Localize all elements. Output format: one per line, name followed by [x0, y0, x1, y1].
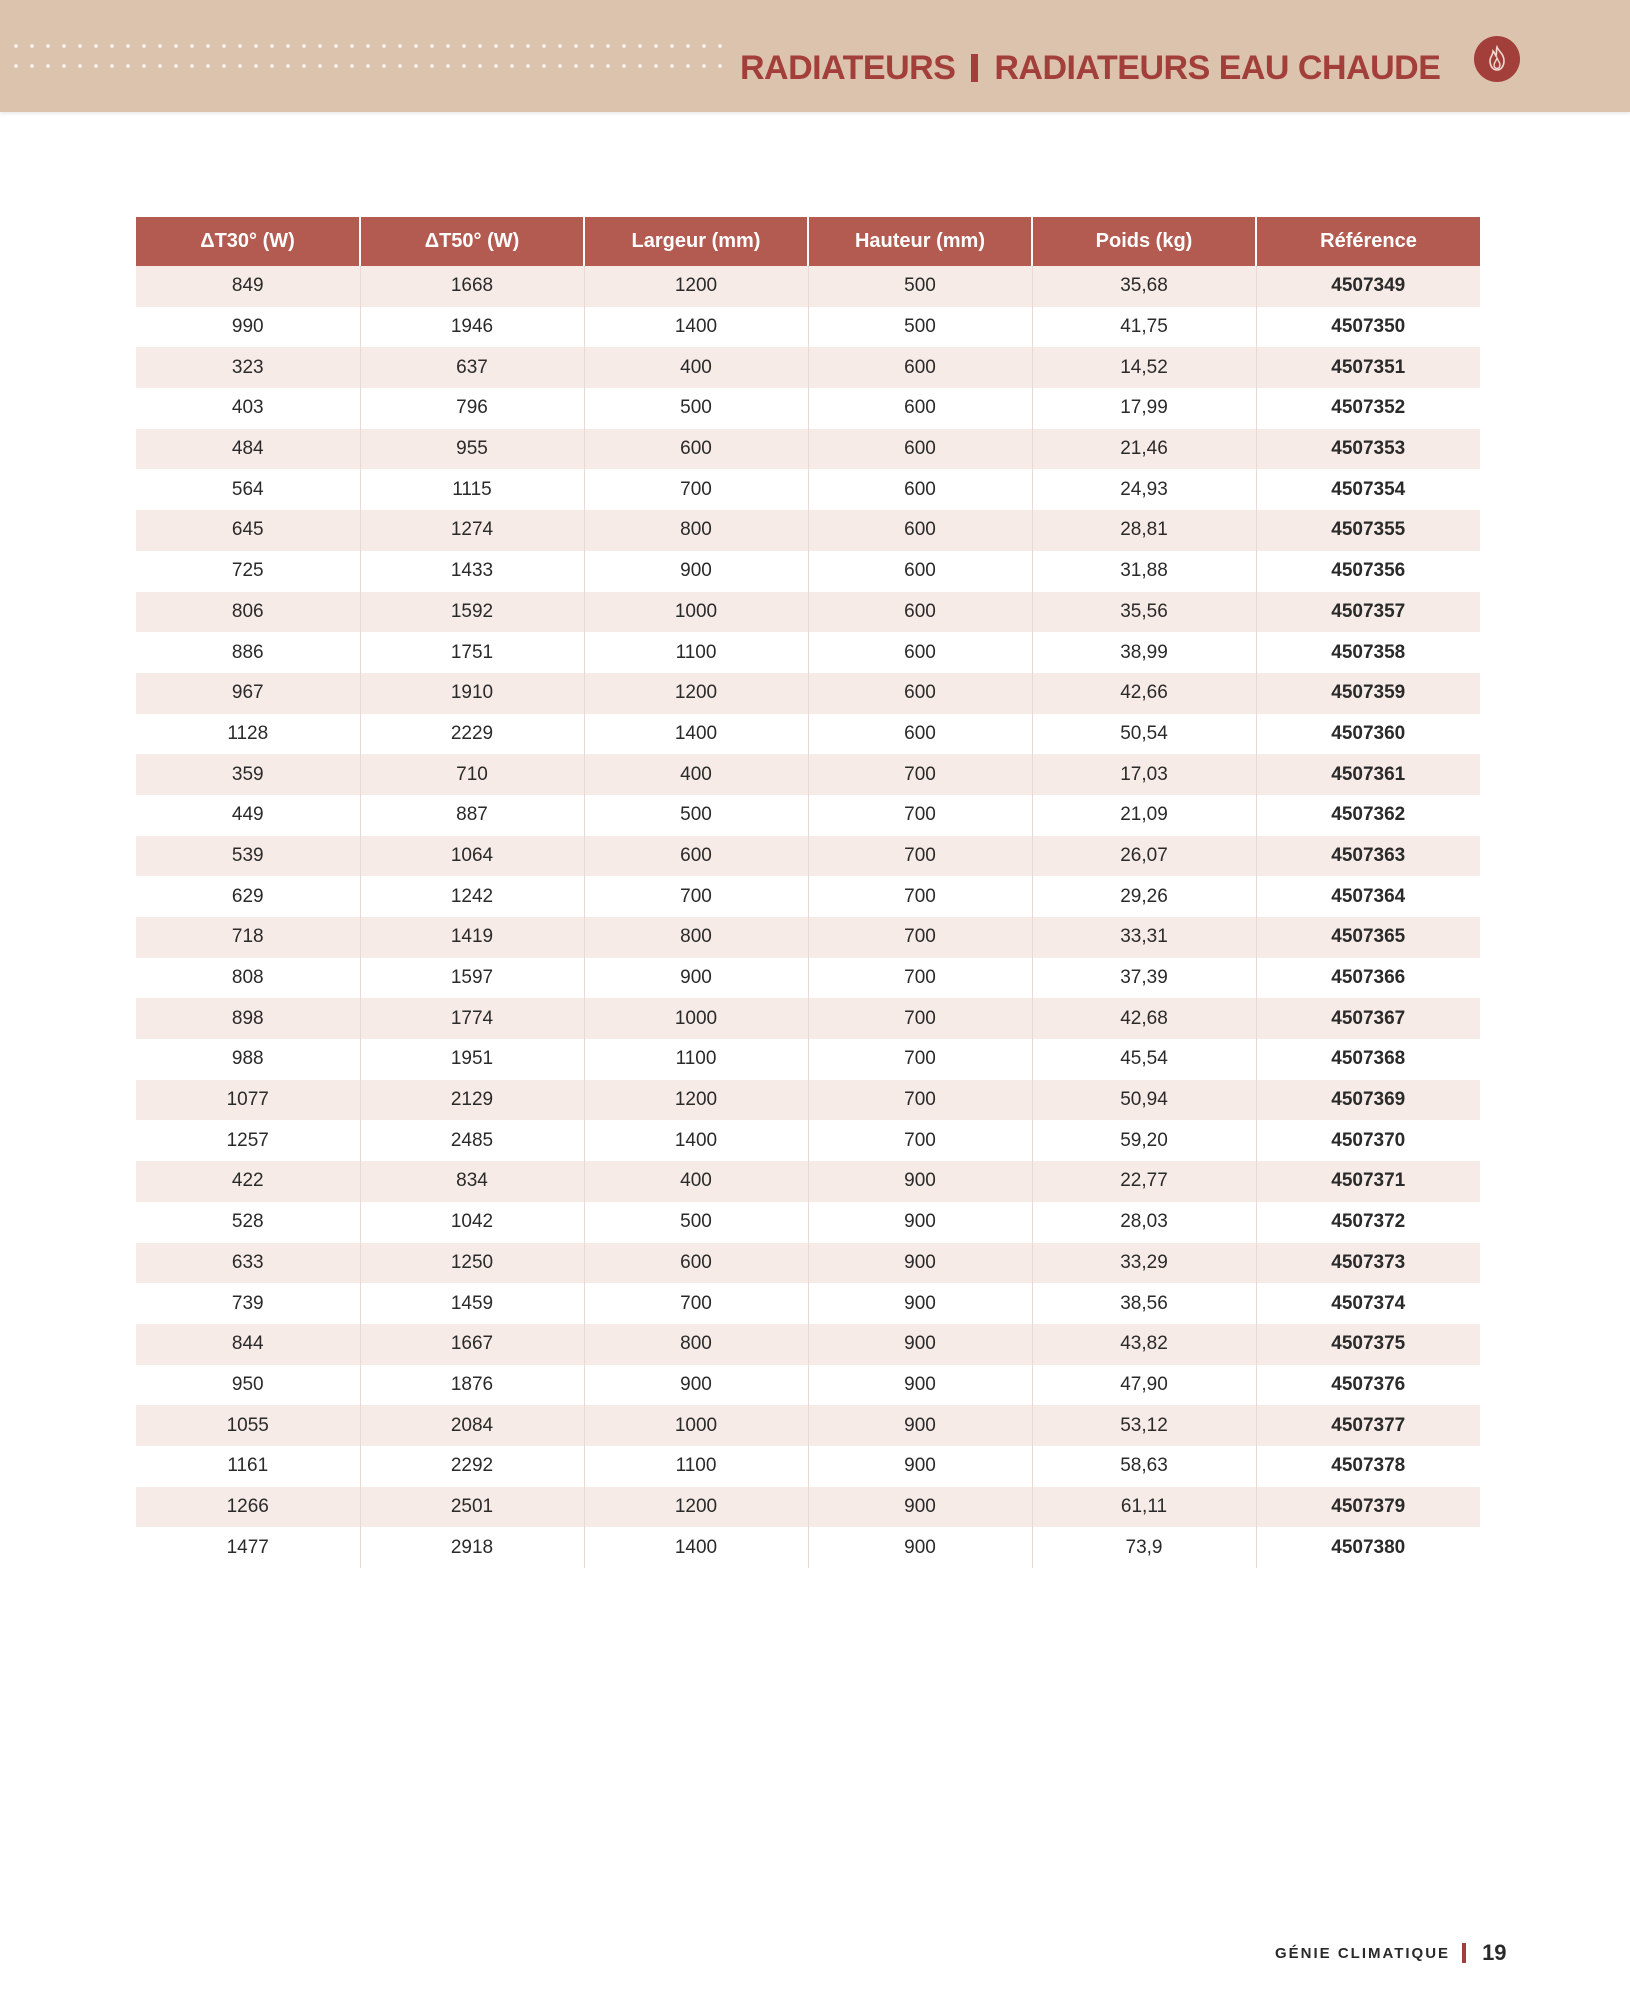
column-header-dt30: ΔT30° (W): [136, 217, 360, 266]
column-header-largeur: Largeur (mm): [584, 217, 808, 266]
cell-poids: 35,68: [1032, 266, 1256, 307]
cell-poids: 22,77: [1032, 1161, 1256, 1202]
header-band: [0, 0, 1630, 112]
cell-dt30: 564: [136, 469, 360, 510]
cell-largeur: 400: [584, 347, 808, 388]
cell-dt50: 834: [360, 1161, 584, 1202]
table-row: [136, 266, 1480, 307]
cell-poids: 50,94: [1032, 1080, 1256, 1121]
cell-dt30: 1055: [136, 1405, 360, 1446]
column-header-poids: Poids (kg): [1032, 217, 1256, 266]
cell-dt30: 1128: [136, 714, 360, 755]
cell-hauteur: 700: [808, 795, 1032, 836]
cell-reference: 4507352: [1256, 388, 1480, 429]
cell-poids: 38,99: [1032, 632, 1256, 673]
cell-hauteur: 900: [808, 1324, 1032, 1365]
cell-dt50: 1668: [360, 266, 584, 307]
cell-dt30: 844: [136, 1324, 360, 1365]
table-body: [136, 266, 1480, 1568]
cell-dt50: 1115: [360, 469, 584, 510]
cell-largeur: 1200: [584, 673, 808, 714]
cell-largeur: 700: [584, 469, 808, 510]
table-row: [136, 510, 1480, 551]
cell-reference: 4507358: [1256, 632, 1480, 673]
cell-reference: 4507379: [1256, 1487, 1480, 1528]
cell-largeur: 400: [584, 754, 808, 795]
cell-dt50: 1592: [360, 592, 584, 633]
column-header-dt50: ΔT50° (W): [360, 217, 584, 266]
cell-poids: 53,12: [1032, 1405, 1256, 1446]
cell-hauteur: 700: [808, 1039, 1032, 1080]
cell-poids: 26,07: [1032, 836, 1256, 877]
cell-dt50: 2918: [360, 1527, 584, 1568]
cell-dt30: 449: [136, 795, 360, 836]
cell-hauteur: 600: [808, 429, 1032, 470]
cell-dt50: 1667: [360, 1324, 584, 1365]
cell-hauteur: 600: [808, 388, 1032, 429]
table-row: [136, 836, 1480, 877]
cell-dt50: 2229: [360, 714, 584, 755]
cell-dt50: 1597: [360, 958, 584, 999]
cell-dt50: 1433: [360, 551, 584, 592]
cell-reference: 4507361: [1256, 754, 1480, 795]
cell-poids: 29,26: [1032, 876, 1256, 917]
cell-dt50: 1064: [360, 836, 584, 877]
table-row: [136, 388, 1480, 429]
title-separator: [971, 54, 978, 82]
table-row: [136, 1446, 1480, 1487]
page-number: 19: [1482, 1940, 1507, 1965]
cell-poids: 21,46: [1032, 429, 1256, 470]
cell-dt50: 1419: [360, 917, 584, 958]
cell-poids: 37,39: [1032, 958, 1256, 999]
cell-dt30: 539: [136, 836, 360, 877]
cell-reference: 4507357: [1256, 592, 1480, 633]
table-row: [136, 754, 1480, 795]
cell-hauteur: 500: [808, 266, 1032, 307]
cell-poids: 17,03: [1032, 754, 1256, 795]
cell-dt30: 739: [136, 1283, 360, 1324]
cell-poids: 33,31: [1032, 917, 1256, 958]
cell-reference: 4507368: [1256, 1039, 1480, 1080]
cell-dt50: 1459: [360, 1283, 584, 1324]
cell-reference: 4507380: [1256, 1527, 1480, 1568]
cell-largeur: 800: [584, 1324, 808, 1365]
cell-dt50: 2292: [360, 1446, 584, 1487]
cell-dt50: 1910: [360, 673, 584, 714]
cell-dt30: 323: [136, 347, 360, 388]
cell-hauteur: 900: [808, 1161, 1032, 1202]
cell-poids: 59,20: [1032, 1120, 1256, 1161]
cell-dt30: 422: [136, 1161, 360, 1202]
cell-hauteur: 600: [808, 510, 1032, 551]
cell-dt30: 808: [136, 958, 360, 999]
cell-dt30: 849: [136, 266, 360, 307]
cell-reference: 4507365: [1256, 917, 1480, 958]
cell-dt30: 950: [136, 1365, 360, 1406]
cell-largeur: 900: [584, 1365, 808, 1406]
section-title: RADIATEURS: [740, 49, 956, 87]
cell-hauteur: 900: [808, 1527, 1032, 1568]
cell-dt50: 637: [360, 347, 584, 388]
cell-dt50: 1946: [360, 307, 584, 348]
cell-largeur: 900: [584, 958, 808, 999]
table-row: [136, 1527, 1480, 1568]
cell-hauteur: 600: [808, 347, 1032, 388]
table-row: [136, 307, 1480, 348]
cell-dt50: 2485: [360, 1120, 584, 1161]
cell-dt30: 484: [136, 429, 360, 470]
table-row: [136, 1487, 1480, 1528]
cell-hauteur: 700: [808, 754, 1032, 795]
cell-poids: 42,66: [1032, 673, 1256, 714]
table-row: [136, 1039, 1480, 1080]
cell-dt30: 1266: [136, 1487, 360, 1528]
cell-dt30: 1257: [136, 1120, 360, 1161]
table-row: [136, 469, 1480, 510]
cell-reference: 4507371: [1256, 1161, 1480, 1202]
cell-hauteur: 900: [808, 1243, 1032, 1284]
cell-largeur: 1000: [584, 1405, 808, 1446]
cell-dt50: 1042: [360, 1202, 584, 1243]
table-header-row: [136, 217, 1480, 266]
cell-dt50: 2501: [360, 1487, 584, 1528]
cell-dt30: 718: [136, 917, 360, 958]
page-title: [740, 46, 1440, 90]
cell-dt30: 806: [136, 592, 360, 633]
cell-hauteur: 600: [808, 592, 1032, 633]
cell-hauteur: 900: [808, 1365, 1032, 1406]
cell-dt30: 645: [136, 510, 360, 551]
cell-poids: 45,54: [1032, 1039, 1256, 1080]
cell-reference: 4507362: [1256, 795, 1480, 836]
cell-poids: 38,56: [1032, 1283, 1256, 1324]
cell-dt50: 1951: [360, 1039, 584, 1080]
table-row: [136, 1365, 1480, 1406]
cell-poids: 43,82: [1032, 1324, 1256, 1365]
cell-largeur: 700: [584, 876, 808, 917]
cell-hauteur: 700: [808, 998, 1032, 1039]
cell-reference: 4507373: [1256, 1243, 1480, 1284]
footer-separator: [1462, 1943, 1466, 1963]
cell-reference: 4507356: [1256, 551, 1480, 592]
cell-dt50: 1876: [360, 1365, 584, 1406]
cell-hauteur: 700: [808, 1080, 1032, 1121]
cell-largeur: 1400: [584, 714, 808, 755]
cell-dt30: 886: [136, 632, 360, 673]
cell-poids: 73,9: [1032, 1527, 1256, 1568]
cell-dt30: 629: [136, 876, 360, 917]
product-table: [136, 217, 1480, 1568]
cell-reference: 4507355: [1256, 510, 1480, 551]
cell-poids: 31,88: [1032, 551, 1256, 592]
table-row: [136, 1202, 1480, 1243]
cell-reference: 4507377: [1256, 1405, 1480, 1446]
cell-largeur: 400: [584, 1161, 808, 1202]
cell-poids: 28,03: [1032, 1202, 1256, 1243]
cell-hauteur: 900: [808, 1202, 1032, 1243]
cell-poids: 14,52: [1032, 347, 1256, 388]
cell-dt50: 796: [360, 388, 584, 429]
cell-dt30: 725: [136, 551, 360, 592]
table-row: [136, 592, 1480, 633]
cell-dt50: 2129: [360, 1080, 584, 1121]
cell-hauteur: 900: [808, 1446, 1032, 1487]
cell-reference: 4507354: [1256, 469, 1480, 510]
cell-dt30: 1077: [136, 1080, 360, 1121]
cell-poids: 33,29: [1032, 1243, 1256, 1284]
cell-hauteur: 900: [808, 1405, 1032, 1446]
cell-largeur: 800: [584, 510, 808, 551]
table-row: [136, 1283, 1480, 1324]
cell-largeur: 1400: [584, 1120, 808, 1161]
cell-reference: 4507349: [1256, 266, 1480, 307]
table-row: [136, 795, 1480, 836]
cell-reference: 4507369: [1256, 1080, 1480, 1121]
cell-dt30: 403: [136, 388, 360, 429]
table-row: [136, 958, 1480, 999]
table-row: [136, 1243, 1480, 1284]
cell-largeur: 600: [584, 1243, 808, 1284]
cell-largeur: 500: [584, 795, 808, 836]
cell-hauteur: 600: [808, 673, 1032, 714]
cell-reference: 4507366: [1256, 958, 1480, 999]
cell-largeur: 600: [584, 836, 808, 877]
column-header-hauteur: Hauteur (mm): [808, 217, 1032, 266]
subsection-title: RADIATEURS EAU CHAUDE: [994, 49, 1441, 87]
table-row: [136, 1161, 1480, 1202]
cell-poids: 47,90: [1032, 1365, 1256, 1406]
cell-poids: 58,63: [1032, 1446, 1256, 1487]
table-row: [136, 1120, 1480, 1161]
cell-largeur: 1100: [584, 1446, 808, 1487]
table-row: [136, 1324, 1480, 1365]
table-row: [136, 673, 1480, 714]
cell-largeur: 1000: [584, 592, 808, 633]
cell-hauteur: 900: [808, 1487, 1032, 1528]
table-row: [136, 1405, 1480, 1446]
cell-largeur: 800: [584, 917, 808, 958]
cell-hauteur: 600: [808, 469, 1032, 510]
cell-largeur: 1100: [584, 632, 808, 673]
cell-poids: 61,11: [1032, 1487, 1256, 1528]
cell-poids: 42,68: [1032, 998, 1256, 1039]
cell-largeur: 1200: [584, 1487, 808, 1528]
cell-hauteur: 600: [808, 551, 1032, 592]
cell-poids: 50,54: [1032, 714, 1256, 755]
cell-hauteur: 900: [808, 1283, 1032, 1324]
cell-dt30: 967: [136, 673, 360, 714]
table-row: [136, 876, 1480, 917]
cell-largeur: 1200: [584, 1080, 808, 1121]
cell-hauteur: 500: [808, 307, 1032, 348]
cell-reference: 4507370: [1256, 1120, 1480, 1161]
cell-poids: 21,09: [1032, 795, 1256, 836]
cell-dt30: 359: [136, 754, 360, 795]
cell-dt50: 1274: [360, 510, 584, 551]
cell-dt50: 1250: [360, 1243, 584, 1284]
table-row: [136, 998, 1480, 1039]
table-row: [136, 347, 1480, 388]
cell-dt50: 710: [360, 754, 584, 795]
cell-hauteur: 600: [808, 632, 1032, 673]
cell-poids: 28,81: [1032, 510, 1256, 551]
cell-dt30: 1161: [136, 1446, 360, 1487]
cell-largeur: 1100: [584, 1039, 808, 1080]
cell-hauteur: 600: [808, 714, 1032, 755]
cell-dt50: 1242: [360, 876, 584, 917]
column-header-reference: Référence: [1256, 217, 1480, 266]
flame-icon: [1474, 36, 1520, 82]
cell-reference: 4507363: [1256, 836, 1480, 877]
cell-largeur: 1400: [584, 1527, 808, 1568]
cell-largeur: 1200: [584, 266, 808, 307]
footer: [1275, 1938, 1507, 1968]
cell-reference: 4507364: [1256, 876, 1480, 917]
cell-hauteur: 700: [808, 917, 1032, 958]
cell-reference: 4507375: [1256, 1324, 1480, 1365]
cell-largeur: 500: [584, 1202, 808, 1243]
cell-dt30: 990: [136, 307, 360, 348]
table-row: [136, 632, 1480, 673]
cell-poids: 41,75: [1032, 307, 1256, 348]
cell-dt50: 887: [360, 795, 584, 836]
cell-dt50: 955: [360, 429, 584, 470]
cell-largeur: 1000: [584, 998, 808, 1039]
cell-largeur: 600: [584, 429, 808, 470]
table-row: [136, 551, 1480, 592]
cell-largeur: 700: [584, 1283, 808, 1324]
cell-hauteur: 700: [808, 836, 1032, 877]
table-row: [136, 917, 1480, 958]
footer-label: GÉNIE CLIMATIQUE: [1275, 1944, 1451, 1962]
cell-dt30: 1477: [136, 1527, 360, 1568]
cell-largeur: 1400: [584, 307, 808, 348]
cell-reference: 4507374: [1256, 1283, 1480, 1324]
cell-reference: 4507351: [1256, 347, 1480, 388]
cell-reference: 4507367: [1256, 998, 1480, 1039]
cell-reference: 4507360: [1256, 714, 1480, 755]
cell-hauteur: 700: [808, 1120, 1032, 1161]
cell-poids: 35,56: [1032, 592, 1256, 633]
cell-poids: 17,99: [1032, 388, 1256, 429]
cell-dt30: 633: [136, 1243, 360, 1284]
cell-dt50: 1751: [360, 632, 584, 673]
dot-pattern: [8, 36, 728, 82]
cell-dt30: 988: [136, 1039, 360, 1080]
cell-hauteur: 700: [808, 876, 1032, 917]
cell-largeur: 500: [584, 388, 808, 429]
cell-dt50: 2084: [360, 1405, 584, 1446]
cell-dt50: 1774: [360, 998, 584, 1039]
table-row: [136, 1080, 1480, 1121]
cell-largeur: 900: [584, 551, 808, 592]
cell-dt30: 898: [136, 998, 360, 1039]
cell-dt30: 528: [136, 1202, 360, 1243]
cell-reference: 4507353: [1256, 429, 1480, 470]
table-row: [136, 714, 1480, 755]
cell-reference: 4507372: [1256, 1202, 1480, 1243]
table-row: [136, 429, 1480, 470]
cell-hauteur: 700: [808, 958, 1032, 999]
cell-reference: 4507350: [1256, 307, 1480, 348]
cell-reference: 4507376: [1256, 1365, 1480, 1406]
cell-reference: 4507359: [1256, 673, 1480, 714]
cell-reference: 4507378: [1256, 1446, 1480, 1487]
cell-poids: 24,93: [1032, 469, 1256, 510]
